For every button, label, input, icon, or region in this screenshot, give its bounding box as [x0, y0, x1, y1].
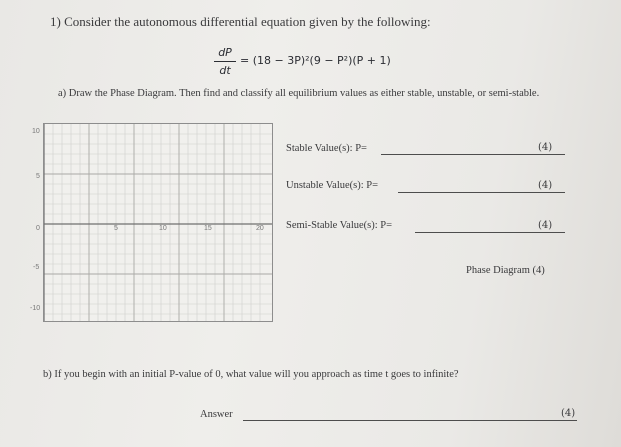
derivative-fraction — [214, 46, 236, 77]
y-tick-label: 5 — [36, 173, 40, 180]
x-tick-label: 15 — [204, 225, 212, 232]
unstable-values-blank[interactable] — [398, 192, 565, 193]
x-tick-label: 5 — [114, 225, 118, 232]
stable-values-label: Stable Value(s): P= — [286, 143, 367, 154]
answer-points: (4) — [561, 408, 576, 419]
equation-right-side: = (18 − 3P)²(9 − P²)(P + 1) — [240, 54, 391, 67]
fraction-bar — [214, 61, 236, 62]
answer-blank[interactable] — [243, 420, 577, 421]
stable-values-points: (4) — [538, 142, 553, 153]
semistable-values-label: Semi-Stable Value(s): P= — [286, 220, 393, 231]
semistable-values-blank[interactable] — [415, 232, 565, 233]
phase-diagram-points: Phase Diagram (4) — [466, 265, 545, 276]
x-tick-label: 20 — [256, 225, 264, 232]
part-a-instructions: a) Draw the Phase Diagram. Then find and classify all equilibrium values as either stable, unstable, or semi-stable. — [58, 88, 540, 99]
question-heading: 1) Consider the autonomous differential equation given by the following: — [50, 14, 431, 29]
x-tick-label: 10 — [159, 225, 167, 232]
unstable-values-points: (4) — [538, 180, 553, 191]
phase-diagram-grid — [30, 123, 273, 322]
grid-lines — [44, 124, 272, 321]
answer-label: Answer — [200, 409, 233, 420]
fraction-denominator: dt — [219, 64, 231, 77]
stable-values-blank[interactable] — [381, 154, 565, 155]
fraction-numerator: dP — [218, 46, 232, 59]
y-tick-label: -5 — [33, 264, 40, 271]
semistable-values-points: (4) — [538, 220, 553, 231]
y-tick-label: 0 — [36, 225, 40, 232]
unstable-values-label: Unstable Value(s): P= — [286, 180, 379, 191]
y-tick-label: 10 — [32, 128, 40, 135]
part-b-question: b) If you begin with an initial P-value of 0, what value will you approach as time t goes to infinite? — [43, 369, 459, 380]
y-tick-label: -10 — [30, 305, 41, 312]
